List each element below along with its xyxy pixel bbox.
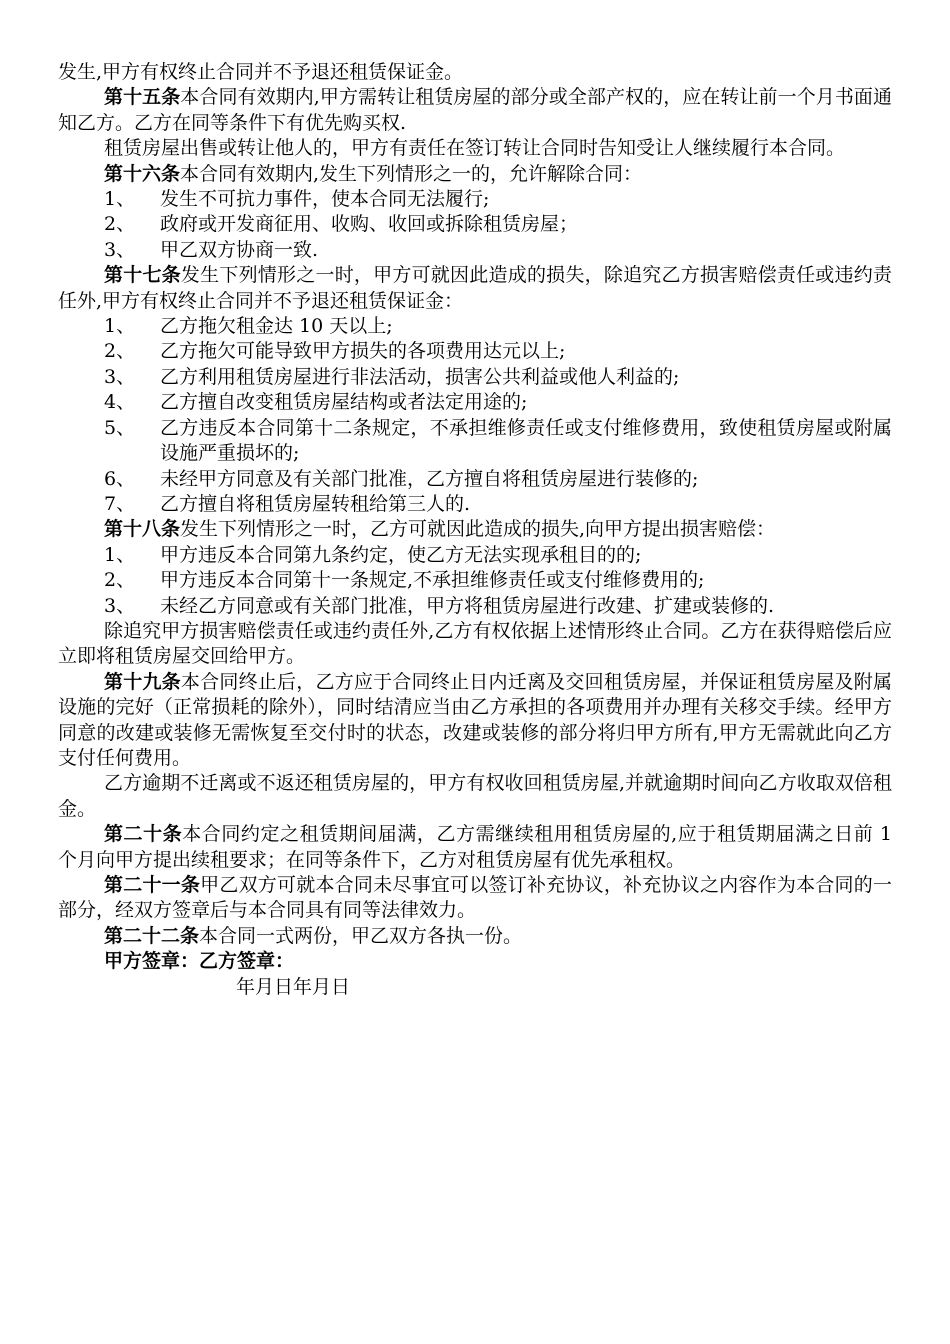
list-number: 6、 [104, 467, 136, 490]
signature-label: 甲方签章：乙方签章： [104, 950, 295, 973]
article-19-paragraph-2: 乙方逾期不迁离或不返还租赁房屋的，甲方有权收回租赁房屋,并就逾期时间向乙方收取双倍租金。 [58, 772, 892, 820]
list-text: 乙方拖欠可能导致甲方损失的各项费用达元以上; [160, 340, 566, 363]
article-heading: 第二十条 [104, 823, 183, 846]
list-item [104, 568, 892, 593]
list-item [104, 492, 892, 517]
signature-block [58, 949, 892, 1000]
list-text: 未经乙方同意或有关部门批准，甲方将租赁房屋进行改建、扩建或装修的. [160, 594, 775, 617]
article-15 [58, 85, 892, 136]
list-number: 3、 [104, 238, 136, 261]
article-16 [58, 162, 892, 187]
list-item [104, 339, 892, 364]
article-heading: 第十六条 [104, 162, 181, 185]
article-heading: 第十九条 [104, 670, 181, 693]
list-number: 3、 [104, 365, 136, 388]
list-item [104, 314, 892, 339]
list-number: 2、 [104, 569, 136, 592]
list-item [104, 238, 892, 263]
article-text: 甲乙双方可就本合同未尽事宜可以签订补充协议，补充协议之内容作为本合同的一部分，经双方签章后与本合同具有同等法律效力。 [58, 874, 892, 922]
list-item [104, 543, 892, 568]
signature-date: 年月日年月日 [236, 975, 351, 998]
article-15-paragraph-2: 租赁房屋出售或转让他人的，甲方有责任在签订转让合同时告知受让人继续履行本合同。 [104, 137, 846, 160]
article-heading: 第二十二条 [104, 924, 200, 947]
article-21 [58, 873, 892, 924]
list-text: 政府或开发商征用、收购、收回或拆除租赁房屋； [160, 213, 579, 236]
article-text: 本合同终止后，乙方应于合同终止日内迁离及交回租赁房屋，并保证租赁房屋及附属设施的完好（正常损耗的除外），同时结清应当由乙方承担的各项费用并办理有关移交手续。经甲方同意的改建或装修无需恢复至交付时的状态，改建或装修的部分将归甲方所有,甲方无需就此向乙方支付任何费用。 [58, 670, 892, 769]
list-text: 甲方违反本合同第十一条规定,不承担维修责任或支付维修费用的; [160, 569, 705, 592]
list-number: 1、 [104, 315, 136, 338]
list-number: 1、 [104, 188, 136, 211]
article-22 [58, 924, 892, 949]
contract-body [58, 60, 892, 1000]
list-text: 甲方违反本合同第九条约定，使乙方无法实现承租目的的; [160, 543, 642, 566]
list-text: 乙方违反本合同第十二条规定，不承担维修责任或支付维修费用，致使租赁房屋或附属设施严重损坏的; [160, 416, 892, 465]
list-item [104, 594, 892, 619]
list-text: 未经甲方同意及有关部门批准，乙方擅自将租赁房屋进行装修的; [160, 467, 699, 490]
list-item [104, 365, 892, 390]
list-text: 乙方擅自改变租赁房屋结构或者法定用途的; [160, 391, 528, 414]
article-text: 本合同约定之租赁期间届满，乙方需继续租用租赁房屋的,应于租赁期届满之日前 1 个月向甲方提出续租要求；在同等条件下，乙方对租赁房屋有优先承租权。 [58, 823, 892, 871]
list-item [104, 390, 892, 415]
article-heading: 第二十一条 [104, 874, 201, 896]
article-18-paragraph-2: 除追究甲方损害赔偿责任或违约责任外,乙方有权依据上述情形终止合同。乙方在获得赔偿后应立即将租赁房屋交回给甲方。 [58, 619, 892, 668]
list-item [104, 187, 892, 212]
article-text: 本合同有效期内,发生下列情形之一的，允许解除合同： [180, 162, 643, 185]
article-text: 发生下列情形之一时，甲方可就因此造成的损失，除追究乙方损害赔偿责任或违约责任外,甲方有权终止合同并不予退还租赁保证金： [58, 264, 892, 312]
article-18 [58, 517, 892, 542]
article-heading: 第十八条 [104, 518, 181, 541]
paragraph-continuation: 发生,甲方有权终止合同并不予退还租赁保证金。 [58, 61, 464, 83]
list-number: 3、 [104, 594, 136, 617]
list-number: 2、 [104, 340, 136, 363]
list-number: 4、 [104, 391, 136, 414]
article-heading: 第十七条 [104, 264, 181, 287]
list-text: 乙方拖欠租金达 10 天以上; [160, 315, 393, 338]
article-text: 本合同一式两份，甲乙双方各执一份。 [199, 924, 523, 947]
article-text: 发生下列情形之一时，乙方可就因此造成的损失,向甲方提出损害赔偿： [180, 518, 776, 541]
list-text: 乙方利用租赁房屋进行非法活动，损害公共利益或他人利益的; [160, 365, 680, 388]
list-number: 2、 [104, 213, 136, 236]
list-number: 7、 [104, 492, 136, 515]
article-19 [58, 670, 892, 772]
list-number: 5、 [104, 416, 136, 439]
article-text: 本合同有效期内,甲方需转让租赁房屋的部分或全部产权的，应在转让前一个月书面通知乙方。乙方在同等条件下有优先购买权. [58, 86, 892, 134]
list-text: 发生不可抗力事件，使本合同无法履行; [160, 188, 490, 211]
list-item [104, 212, 892, 237]
article-heading: 第十五条 [104, 86, 181, 109]
list-item [104, 467, 892, 492]
list-item [104, 416, 892, 467]
article-17 [58, 263, 892, 314]
article-20 [58, 822, 892, 873]
list-text: 乙方擅自将租赁房屋转租给第三人的. [160, 492, 471, 515]
list-text: 甲乙双方协商一致. [160, 238, 319, 261]
list-number: 1、 [104, 543, 136, 566]
